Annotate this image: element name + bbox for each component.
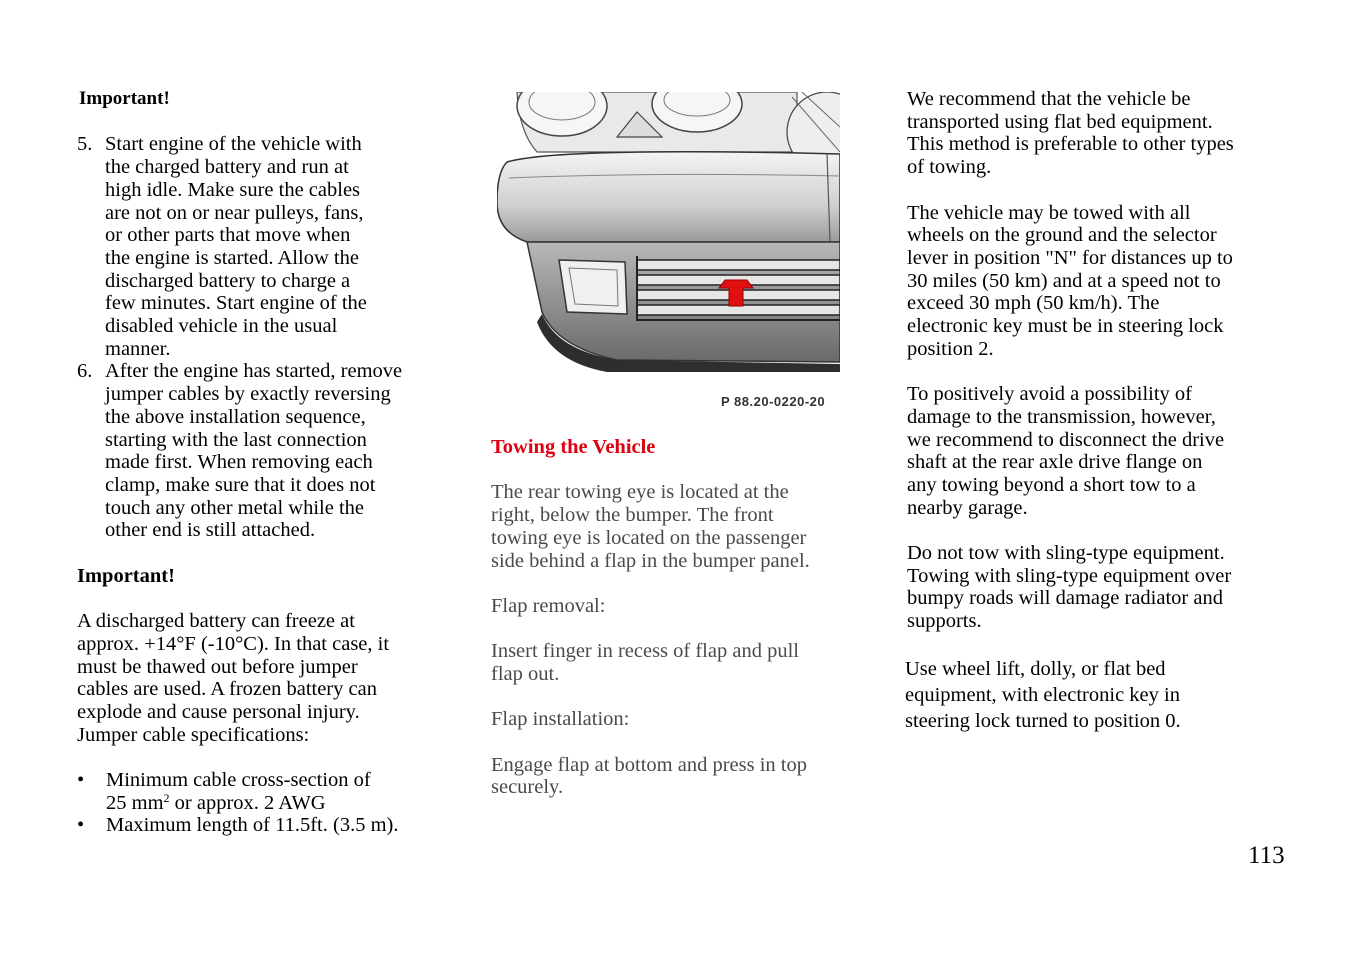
column-right	[907, 88, 1287, 734]
flap-installation-label: Flap installation:	[491, 708, 630, 731]
important-heading: Important!	[77, 564, 175, 587]
text-line: Use wheel lift, dolly, or flat bed	[905, 657, 1166, 680]
text-line: We recommend that the vehicle be	[907, 88, 1191, 110]
text-line: starting with the last connection	[105, 428, 367, 451]
text-line: shaft at the rear axle drive flange on	[907, 451, 1203, 474]
text-line: disabled vehicle in the usual	[105, 315, 338, 338]
bullet-text-part: or approx. 2 AWG	[169, 791, 326, 814]
text-line: supports.	[907, 610, 982, 633]
important-heading: Important!	[79, 88, 170, 109]
text-line: the above installation sequence,	[105, 405, 366, 428]
text-line: few minutes. Start engine of the	[105, 292, 367, 315]
text-line: Insert finger in recess of flap and pull	[491, 640, 799, 663]
text-line: touch any other metal while the	[105, 496, 365, 519]
superscript: 2	[163, 790, 170, 805]
bullet-line: Minimum cable cross-section of	[106, 769, 371, 792]
column-left	[77, 88, 457, 837]
text-line: position 2.	[907, 337, 994, 360]
bumper-illustration	[497, 92, 840, 372]
bullet-icon: •	[77, 814, 85, 837]
text-line: equipment, with electronic key in	[905, 683, 1180, 706]
text-line: wheels on the ground and the selector	[907, 224, 1217, 247]
column-middle	[491, 436, 851, 799]
text-line: approx. +14°F (-10°C). In that case, it	[77, 632, 390, 655]
step-5	[77, 133, 457, 360]
page-number: 113	[1248, 842, 1285, 869]
text-line: towing eye is located on the passenger	[491, 526, 807, 549]
flat-bed-recommendation	[907, 88, 1287, 179]
sling-warning	[907, 542, 1287, 633]
text-line: we recommend to disconnect the drive	[907, 428, 1225, 451]
bullet-item-cross-section	[77, 769, 457, 814]
bullet-icon: •	[77, 769, 85, 792]
text-line: any towing beyond a short tow to a	[907, 473, 1196, 496]
step-6-text	[105, 360, 457, 542]
text-line: exceed 30 mph (50 km/h). The	[907, 292, 1160, 315]
text-line: other end is still attached.	[105, 519, 316, 542]
text-line: side behind a flap in the bumper panel.	[491, 549, 810, 572]
text-line: This method is preferable to other types	[907, 133, 1234, 156]
drive-shaft-advice	[907, 383, 1287, 519]
text-line: jumper cables by exactly reversing	[105, 383, 391, 406]
front-bumper-drawing	[497, 92, 840, 372]
text-line: high idle. Make sure the cables	[105, 178, 361, 201]
text-line: explode and cause personal injury.	[77, 700, 360, 723]
text-line: flap out.	[491, 662, 560, 685]
text-line: securely.	[491, 776, 564, 799]
step-number: 6.	[77, 360, 93, 383]
text-line: steering lock turned to position 0.	[905, 709, 1181, 732]
text-line: manner.	[105, 337, 171, 360]
text-line: the engine is started. Allow the	[105, 246, 359, 269]
battery-warning-text	[77, 610, 457, 746]
text-line: electronic key must be in steering lock	[907, 315, 1224, 338]
text-line: Jumper cable specifications:	[77, 723, 310, 746]
wheel-lift-advice	[905, 656, 1287, 734]
text-line: lever in position "N" for distances up to	[907, 246, 1233, 269]
bullet-text: Maximum length of 11.5ft. (3.5 m).	[106, 814, 399, 837]
text-line: the charged battery and run at	[105, 156, 349, 179]
text-line: made first. When removing each	[105, 451, 373, 474]
text-line: The vehicle may be towed with all	[907, 201, 1191, 224]
text-line: clamp, make sure that it does not	[105, 473, 376, 496]
flap-removal-text	[491, 640, 851, 685]
text-line: nearby garage.	[907, 496, 1028, 519]
text-line: Do not tow with sling-type equipment.	[907, 542, 1225, 565]
bullet-line	[106, 792, 457, 815]
bullet-text	[106, 769, 457, 814]
bullet-text-part: 25 mm	[106, 791, 164, 814]
text-line: 30 miles (50 km) and at a speed not to	[907, 269, 1221, 292]
step-5-text	[105, 133, 457, 360]
figure-code: P 88.20-0220-20	[721, 394, 826, 409]
step-number: 5.	[77, 133, 93, 156]
text-line: Start engine of the vehicle with	[105, 133, 362, 156]
text-line: must be thawed out before jumper	[77, 655, 358, 678]
text-line: or other parts that move when	[105, 224, 351, 247]
flap-installation-text	[491, 754, 851, 799]
text-line: of towing.	[907, 156, 992, 179]
text-line: damage to the transmission, however,	[907, 405, 1216, 428]
text-line: Engage flap at bottom and press in top	[491, 753, 807, 776]
bullet-item-length	[77, 814, 457, 837]
text-line: discharged battery to charge a	[105, 269, 351, 292]
flap-removal-label: Flap removal:	[491, 594, 606, 617]
step-6	[77, 360, 457, 542]
text-line: bumpy roads will damage radiator and	[907, 587, 1223, 610]
text-line: cables are used. A frozen battery can	[77, 678, 377, 701]
towing-conditions	[907, 202, 1287, 361]
text-line: transported using flat bed equipment.	[907, 110, 1213, 133]
towing-eye-text	[491, 481, 851, 572]
text-line: After the engine has started, remove	[105, 360, 403, 383]
text-line: are not on or near pulleys, fans,	[105, 201, 364, 224]
text-line: A discharged battery can freeze at	[77, 610, 355, 633]
text-line: Towing with sling-type equipment over	[907, 564, 1232, 587]
text-line: The rear towing eye is located at the	[491, 481, 789, 504]
text-line: To positively avoid a possibility of	[907, 383, 1192, 406]
section-heading: Towing the Vehicle	[491, 436, 656, 458]
text-line: right, below the bumper. The front	[491, 504, 774, 527]
